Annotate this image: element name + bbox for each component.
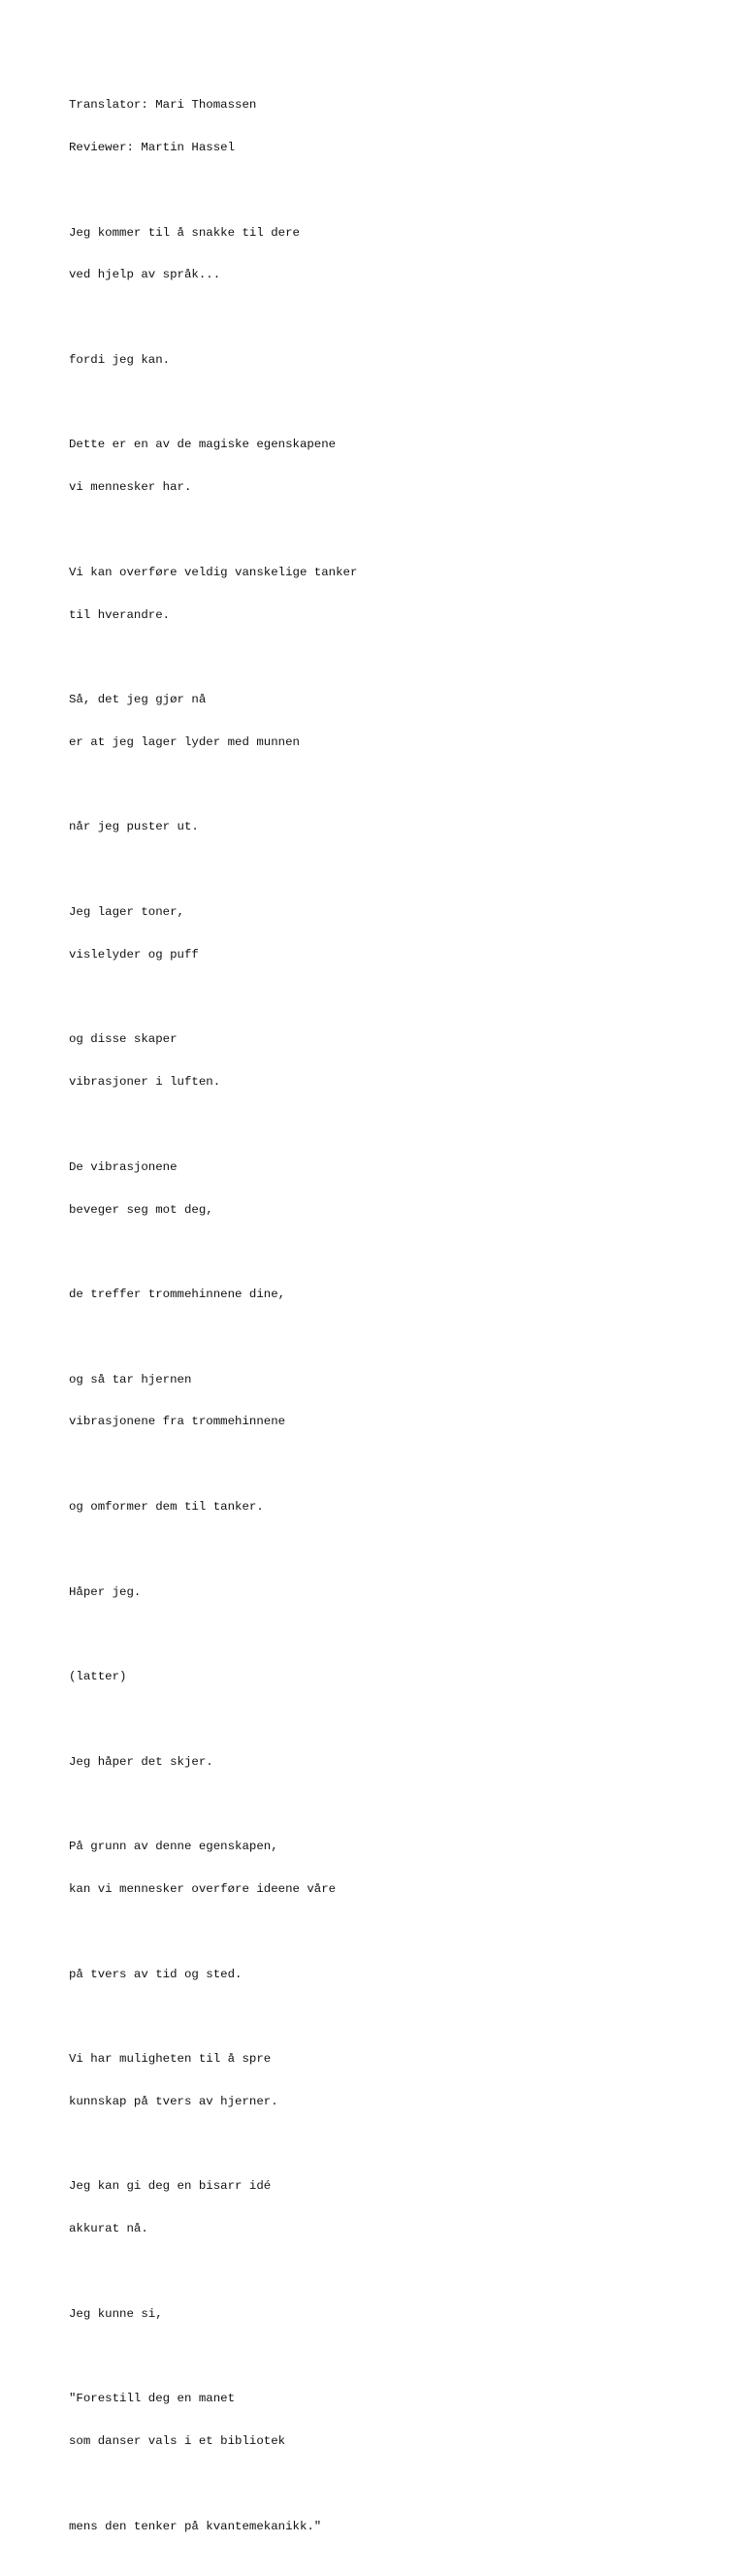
paragraph — [69, 1642, 709, 1712]
text-line: vibrasjoner i luften. — [69, 1075, 221, 1090]
paragraph — [69, 197, 709, 310]
text-line: Jeg håper det skjer. — [69, 1754, 213, 1769]
paragraph — [69, 538, 709, 651]
text-line: vibrasjonene fra trommehinnene — [69, 1415, 286, 1429]
transcript-document — [69, 70, 709, 2576]
text-line: og omformer dem til tanker. — [69, 1499, 264, 1514]
paragraph — [69, 1939, 709, 2009]
paragraph — [69, 2492, 709, 2562]
text-line: Dette er en av de magiske egenskapene — [69, 438, 337, 452]
text-line: på tvers av tid og sted. — [69, 1967, 243, 1981]
text-line: På grunn av denne egenskapen, — [69, 1840, 278, 1854]
paragraph — [69, 792, 709, 863]
text-line: Jeg kommer til å snakke til dere — [69, 225, 300, 240]
paragraph — [69, 1132, 709, 1246]
text-line: Vi har muligheten til å spre — [69, 2052, 272, 2067]
paragraph — [69, 1259, 709, 1330]
text-line: De vibrasjonene — [69, 1159, 178, 1174]
text-line: ved hjelp av språk... — [69, 268, 221, 282]
paragraph — [69, 2151, 709, 2265]
text-line: Vi kan overføre veldig vanskelige tanker — [69, 565, 358, 579]
paragraph — [69, 1811, 709, 1925]
text-line: Så, det jeg gjør nå — [69, 693, 207, 707]
paragraph — [69, 2024, 709, 2137]
text-line: og disse skaper — [69, 1032, 178, 1047]
translator-line: Translator: Mari Thomassen — [69, 98, 257, 113]
paragraph — [69, 325, 709, 396]
text-line: til hverandre. — [69, 607, 171, 622]
text-line: Jeg kan gi deg en bisarr idé — [69, 2179, 272, 2194]
paragraph — [69, 1726, 709, 1797]
text-line: fordi jeg kan. — [69, 352, 171, 367]
paragraph — [69, 1556, 709, 1627]
paragraph — [69, 2364, 709, 2477]
text-line: når jeg puster ut. — [69, 820, 199, 834]
text-line: vislelyder og puff — [69, 947, 199, 962]
paragraph — [69, 2279, 709, 2350]
credits-paragraph — [69, 70, 709, 183]
text-line: Jeg kunne si, — [69, 2306, 163, 2321]
text-line: mens den tenker på kvantemekanikk." — [69, 2519, 322, 2533]
paragraph — [69, 665, 709, 778]
text-line: kunnskap på tvers av hjerner. — [69, 2094, 278, 2108]
paragraph — [69, 1344, 709, 1457]
text-line: akkurat nå. — [69, 2222, 148, 2236]
reviewer-line: Reviewer: Martin Hassel — [69, 140, 236, 154]
paragraph — [69, 877, 709, 991]
text-line: "Forestill deg en manet — [69, 2392, 236, 2406]
text-line: Håper jeg. — [69, 1584, 142, 1599]
text-line: Jeg lager toner, — [69, 905, 184, 920]
paragraph — [69, 1004, 709, 1118]
text-line: og så tar hjernen — [69, 1372, 192, 1386]
text-line: er at jeg lager lyder med munnen — [69, 734, 300, 749]
text-line: kan vi mennesker overføre ideene våre — [69, 1882, 337, 1896]
text-line: de treffer trommehinnene dine, — [69, 1288, 286, 1302]
text-line: vi mennesker har. — [69, 480, 192, 495]
text-line: som danser vals i et bibliotek — [69, 2434, 286, 2449]
paragraph — [69, 409, 709, 523]
text-line: (latter) — [69, 1670, 127, 1684]
text-line: beveger seg mot deg, — [69, 1202, 213, 1217]
paragraph — [69, 1472, 709, 1543]
